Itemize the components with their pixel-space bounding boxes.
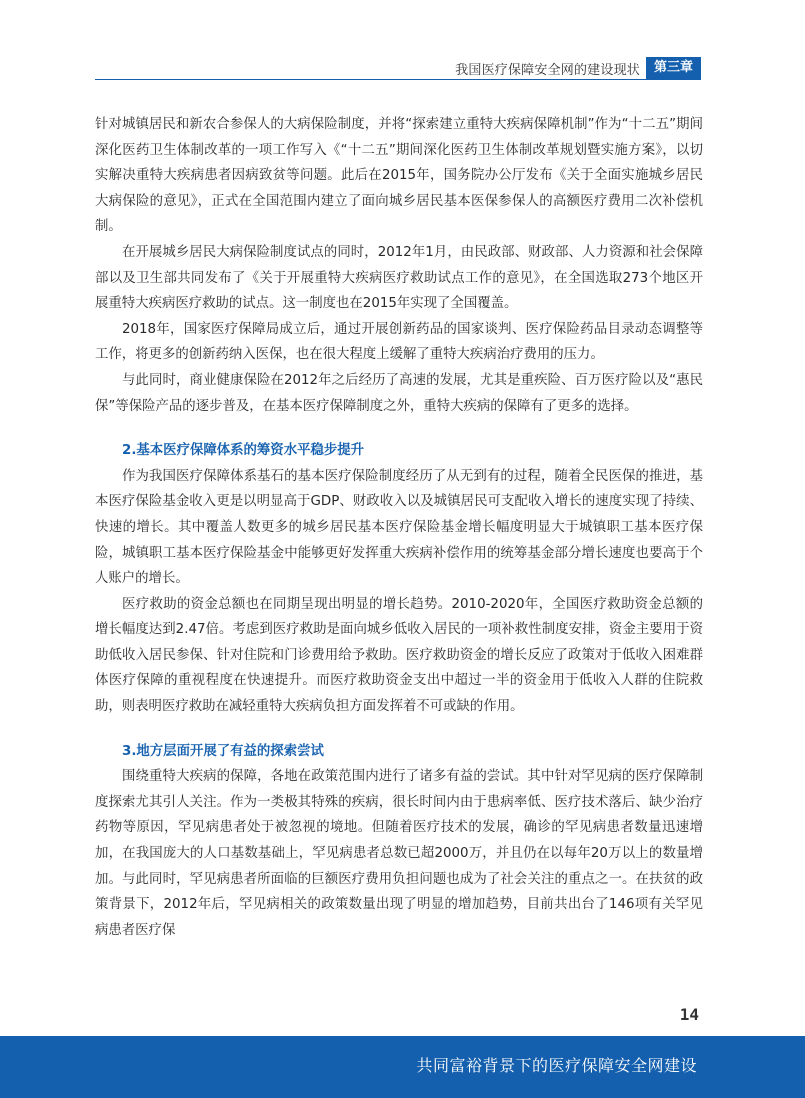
chapter-badge: 第三章 [646, 57, 701, 79]
section-heading-3: 3.地方层面开展了有益的探索尝试 [122, 743, 324, 759]
header-divider [95, 79, 701, 80]
footer-title: 共同富裕背景下的医疗保障安全网建设 [416, 1056, 697, 1075]
page-number: 14 [679, 1005, 699, 1024]
paragraph-3: 2018年，国家医疗保障局成立后，通过开展创新药品的国家谈判、医疗保险药品目录动态调整等工作，将更多的创新药纳入医保，也在很大程度上缓解了重特大疾病治疗费用的压力。 [95, 321, 703, 363]
paragraph-6: 医疗救助的资金总额也在同期呈现出明显的增长趋势。2010-2020年，全国医疗救助资金总额的增长幅度达到2.47倍。考虑到医疗救助是面向城乡低收入居民的一项补救性制度安排，资金主要用于资助低收入居民参保、针对住院和门诊费用给予救助。医疗救助资金的增长反应了政策对于低收入困难群体医疗保障的重视程度在快速提升。而医疗救助资金支出中超过一半的资金用于低收入人群的住院救助，则表明医疗救助在减轻重特大疾病负担方面发挥着不可或缺的作用。 [95, 596, 703, 715]
section-heading-2: 2.基本医疗保障体系的筹资水平稳步提升 [122, 443, 365, 459]
paragraph-4: 与此同时，商业健康保险在2012年之后经历了高速的发展，尤其是重疾险、百万医疗险以及“惠民保”等保险产品的逐步普及，在基本医疗保障制度之外，重特大疾病的保障有了更多的选择。 [95, 372, 703, 414]
paragraph-7: 围绕重特大疾病的保障，各地在政策范围内进行了诸多有益的尝试。其中针对罕见病的医疗保障制度探索尤其引人关注。作为一类极其特殊的疾病，很长时间内由于患病率低、医疗技术落后、缺少治疗药物等原因，罕见病患者处于被忽视的境地。但随着医疗技术的发展，确诊的罕见病患者数量迅速增加，在我国庞大的人口基数基础上，罕见病患者总数已超2000万，并且仍在以每年20万以上的数量增加。与此同时，罕见病患者所面临的巨额医疗费用负担问题也成为了社会关注的重点之一。在扶贫的政策背景下，2012年后，罕见病相关的政策数量出现了明显的增加趋势，目前共出台了146项有关罕见病患者医疗保 [95, 769, 703, 938]
header-title: 我国医疗保障安全网的建设现状 [455, 62, 640, 78]
paragraph-5: 作为我国医疗保障体系基石的基本医疗保险制度经历了从无到有的过程，随着全民医保的推进，基本医疗保险基金收入更是以明显高于GDP、财政收入以及城镇居民可支配收入增长的速度实现了持续、快速的增长。其中覆盖人数更多的城乡居民基本医疗保险基金增长幅度明显大于城镇职工基本医疗保险，城镇职工基本医疗保险基金中能够更好发挥重大疾病补偿作用的统筹基金部分增长速度也要高于个人账户的增长。 [95, 468, 703, 587]
paragraph-1: 针对城镇居民和新农合参保人的大病保险制度，并将“探索建立重特大疾病保障机制”作为“十二五”期间深化医药卫生体制改革的一项工作写入《“十二五”期间深化医药卫生体制改革规划暨实施方案》，以切实解决重特大疾病患者因病致贫等问题。此后在2015年，国务院办公厅发布《关于全面实施城乡居民大病保险的意见》，正式在全国范围内建立了面向城乡居民基本医保参保人的高额医疗费用二次补偿机制。 [95, 117, 703, 235]
paragraph-2: 在开展城乡居民大病保险制度试点的同时，2012年1月，由民政部、财政部、人力资源和社会保障部以及卫生部共同发布了《关于开展重特大疾病医疗救助试点工作的意见》，在全国选取273个地区开展重特大疾病医疗救助的试点。这一制度也在2015年实现了全国覆盖。 [95, 244, 703, 312]
main-content [95, 112, 703, 943]
running-header [455, 57, 701, 79]
